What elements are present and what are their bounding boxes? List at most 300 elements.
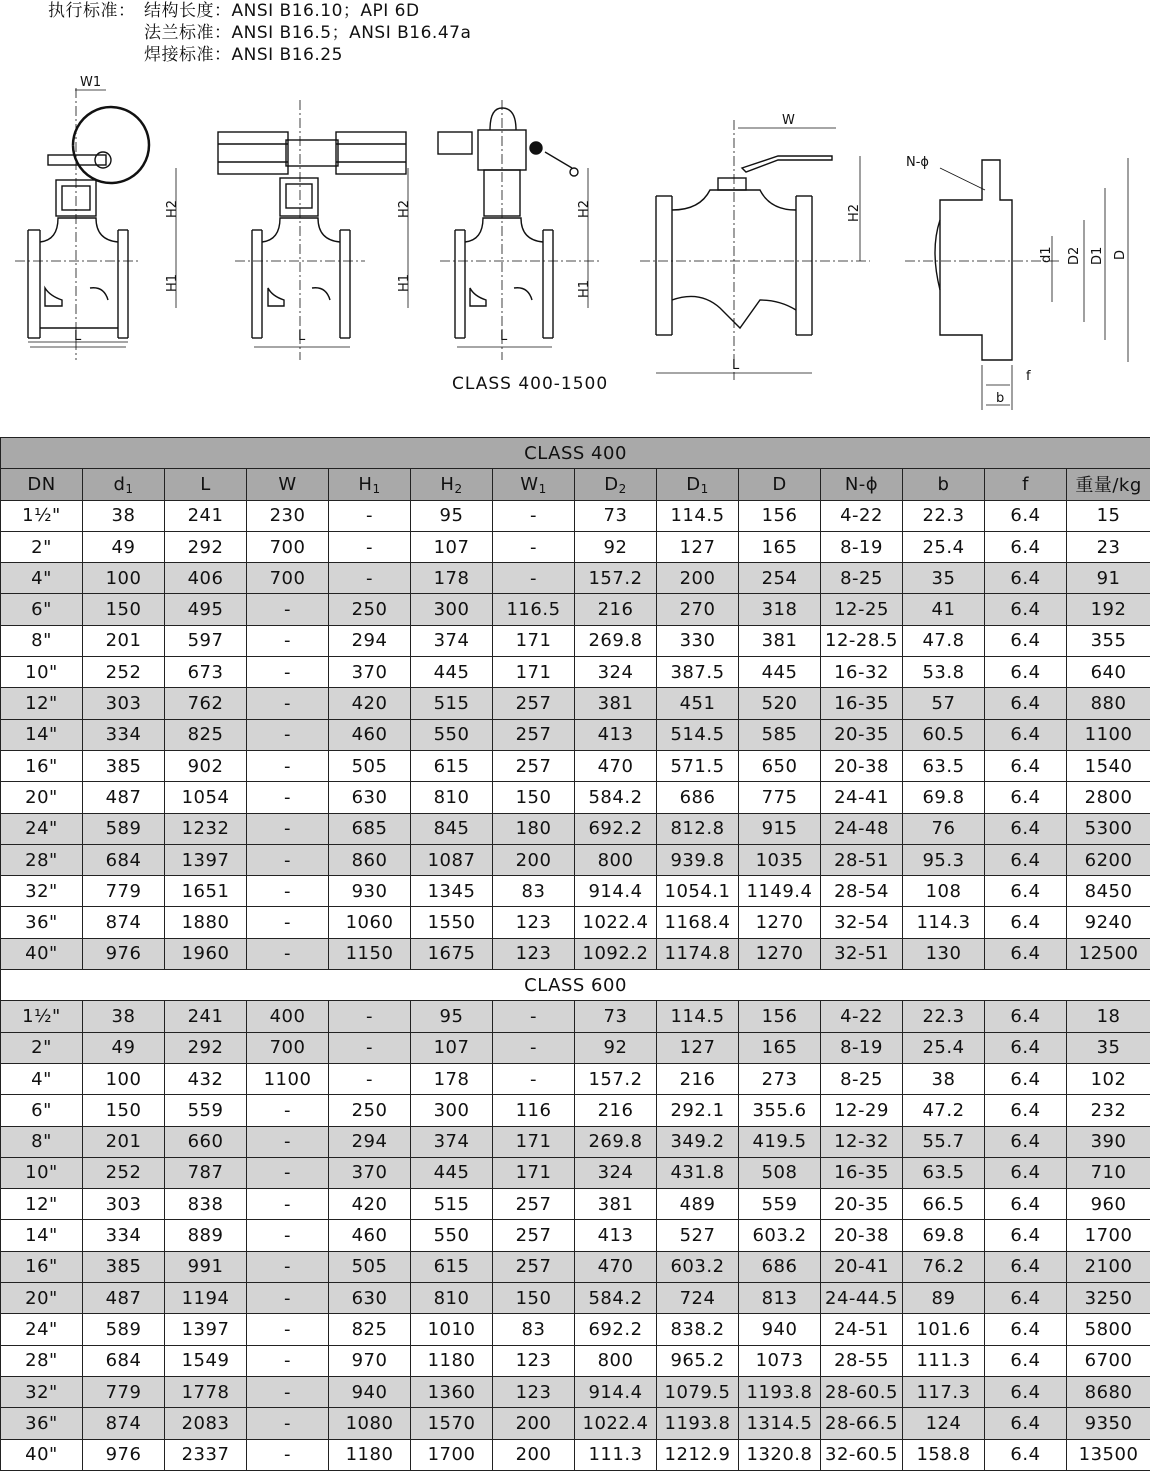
table-cell: 1010 [411,1314,493,1345]
table-cell: 960 [1067,1189,1150,1220]
section-title: CLASS 400 [1,438,1150,469]
table-row [1,782,1150,813]
column-header-main: N-ϕ [844,473,879,495]
dn-cell: 8" [1,625,83,656]
label-d2: D2 [1067,246,1082,265]
table-cell: 1087 [411,844,493,875]
table-cell: 114.5 [657,500,739,531]
label-D1: D1 [1090,246,1105,265]
table-cell: - [493,531,575,562]
table-cell: 157.2 [575,563,657,594]
table-cell: - [247,876,329,907]
table-cell: 489 [657,1189,739,1220]
valve-pneumatic [218,100,408,360]
table-row [1,844,1150,875]
table-cell: 673 [165,657,247,688]
table-cell: 92 [575,531,657,562]
table-row [1,1220,1150,1251]
table-row [1,1439,1150,1470]
table-cell: 47.2 [903,1095,985,1126]
table-cell: 241 [165,1001,247,1032]
column-header-main: f [1022,473,1029,495]
dn-cell: 20" [1,1283,83,1314]
table-row [1,625,1150,656]
table-cell: - [493,1032,575,1063]
flange-detail [905,158,1128,410]
table-cell: 292.1 [657,1095,739,1126]
table-cell: 6.4 [985,1283,1067,1314]
table-cell: 355.6 [739,1095,821,1126]
table-cell: - [247,1314,329,1345]
table-row [1,1345,1150,1376]
table-cell: 700 [247,1032,329,1063]
table-cell: 800 [575,1345,657,1376]
table-cell: 171 [493,657,575,688]
label-f: f [1026,369,1031,384]
table-cell: 355 [1067,625,1150,656]
table-cell: 6.4 [985,625,1067,656]
table-cell: 970 [329,1345,411,1376]
table-cell: 684 [83,844,165,875]
column-header-main: H [440,473,455,495]
table-cell: 116 [493,1095,575,1126]
label-d1: d1 [1039,246,1054,263]
table-cell: 49 [83,531,165,562]
column-header-sub: 1 [125,481,134,496]
table-cell: 25.4 [903,1032,985,1063]
table-cell: 940 [739,1314,821,1345]
dn-cell: 32" [1,876,83,907]
table-cell: 550 [411,1220,493,1251]
table-cell: 445 [411,657,493,688]
table-row [1,531,1150,562]
table-cell: 431.8 [657,1157,739,1188]
column-header [493,469,575,500]
label-n-phi: N-ϕ [906,155,929,170]
table-cell: 939.8 [657,844,739,875]
table-row [1,1095,1150,1126]
table-cell: 571.5 [657,750,739,781]
table-cell: 825 [165,719,247,750]
table-cell: 150 [493,782,575,813]
table-cell: - [247,750,329,781]
table-cell: 127 [657,1032,739,1063]
table-cell: 8-25 [821,563,903,594]
table-cell: 559 [165,1095,247,1126]
table-cell: 200 [493,1439,575,1470]
table-cell: 419.5 [739,1126,821,1157]
standards-block [48,0,471,66]
table-cell: 12-29 [821,1095,903,1126]
column-header-main: d [113,473,126,495]
table-row [1,657,1150,688]
table-cell: 400 [247,1001,329,1032]
table-cell: 257 [493,719,575,750]
table-cell: - [247,1220,329,1251]
table-cell: 630 [329,782,411,813]
table-cell: 124 [903,1408,985,1439]
table-cell: 53.8 [903,657,985,688]
dn-cell: 16" [1,750,83,781]
table-cell: 6.4 [985,1189,1067,1220]
table-cell: 116.5 [493,594,575,625]
table-cell: 487 [83,782,165,813]
table-cell: 1180 [329,1439,411,1470]
dn-cell: 10" [1,657,83,688]
table-cell: 684 [83,1345,165,1376]
table-row [1,1189,1150,1220]
table-cell: 257 [493,750,575,781]
table-cell: 6.4 [985,782,1067,813]
column-header [821,469,903,500]
table-cell: - [493,1063,575,1094]
table-cell: - [493,500,575,531]
table-cell: 15 [1067,500,1150,531]
table-cell: 374 [411,1126,493,1157]
table-cell: 171 [493,625,575,656]
table-cell: - [329,500,411,531]
table-cell: 584.2 [575,1283,657,1314]
column-header-main: W [520,473,539,495]
table-cell: 686 [657,782,739,813]
table-cell: 6.4 [985,1251,1067,1282]
table-cell: 965.2 [657,1345,739,1376]
table-cell: 150 [83,594,165,625]
table-cell: 603.2 [657,1251,739,1282]
table-cell: 640 [1067,657,1150,688]
table-cell: 16-35 [821,688,903,719]
standard-value: 焊接标准：ANSI B16.25 [144,45,343,65]
column-header-main: D [772,473,787,495]
column-header-main: H [358,473,373,495]
table-cell: 123 [493,938,575,969]
table-cell: - [329,1001,411,1032]
table-cell: 940 [329,1376,411,1407]
table-cell: 32-60.5 [821,1439,903,1470]
dn-cell: 12" [1,1189,83,1220]
dn-cell: 24" [1,813,83,844]
table-cell: 800 [575,844,657,875]
label-h2: H2 [847,203,862,222]
table-cell: 73 [575,500,657,531]
table-cell: 171 [493,1126,575,1157]
column-header [411,469,493,500]
table-cell: 520 [739,688,821,719]
table-cell: 178 [411,1063,493,1094]
table-cell: 1060 [329,907,411,938]
table-cell: 300 [411,1095,493,1126]
dn-cell: 8" [1,1126,83,1157]
table-cell: 165 [739,531,821,562]
dn-cell: 36" [1,1408,83,1439]
table-cell: 1022.4 [575,907,657,938]
table-cell: 487 [83,1283,165,1314]
table-cell: 16-32 [821,657,903,688]
table-cell: - [247,1283,329,1314]
standard-label: 执行标准： [48,1,136,21]
table-cell: 49 [83,1032,165,1063]
table-cell: 216 [575,1095,657,1126]
table-cell: - [247,1345,329,1376]
table-cell: 838.2 [657,1314,739,1345]
table-cell: 20-38 [821,750,903,781]
dn-cell: 10" [1,1157,83,1188]
table-cell: 813 [739,1283,821,1314]
table-cell: - [247,657,329,688]
label-h2: H2 [577,199,592,218]
label-b: b [996,391,1005,406]
table-cell: 775 [739,782,821,813]
table-cell: 559 [739,1189,821,1220]
table-cell: 381 [575,688,657,719]
table-cell: 8-19 [821,1032,903,1063]
column-header [985,469,1067,500]
table-cell: 6.4 [985,1063,1067,1094]
table-cell: 385 [83,750,165,781]
table-row [1,750,1150,781]
column-header-main: DN [27,473,56,495]
table-cell: - [247,1251,329,1282]
table-cell: 1700 [411,1439,493,1470]
valve-lever [640,120,870,380]
table-cell: - [329,563,411,594]
table-cell: 269.8 [575,625,657,656]
table-cell: 460 [329,1220,411,1251]
table-cell: 257 [493,688,575,719]
table-cell: 1880 [165,907,247,938]
table-cell: 1314.5 [739,1408,821,1439]
table-cell: 1174.8 [657,938,739,969]
table-cell: 495 [165,594,247,625]
column-header [165,469,247,500]
table-cell: - [247,907,329,938]
table-cell: 838 [165,1189,247,1220]
table-cell: 686 [739,1251,821,1282]
table-cell: 6.4 [985,907,1067,938]
table-cell: 32-54 [821,907,903,938]
table-cell: - [247,1095,329,1126]
column-header [1067,469,1150,500]
table-cell: 420 [329,1189,411,1220]
table-cell: 1960 [165,938,247,969]
table-cell: 915 [739,813,821,844]
table-cell: 1360 [411,1376,493,1407]
table-cell: 8450 [1067,876,1150,907]
dn-cell: 32" [1,1376,83,1407]
table-cell: 8-25 [821,1063,903,1094]
dn-cell: 4" [1,563,83,594]
table-cell: 902 [165,750,247,781]
table-cell: 9240 [1067,907,1150,938]
table-cell: 6.4 [985,657,1067,688]
table-cell: 470 [575,1251,657,1282]
table-cell: 685 [329,813,411,844]
table-cell: 515 [411,688,493,719]
table-cell: 6.4 [985,1032,1067,1063]
dn-cell: 6" [1,594,83,625]
dn-cell: 2" [1,531,83,562]
table-cell: 787 [165,1157,247,1188]
header-row [1,469,1150,500]
table-cell: 47.8 [903,625,985,656]
table-row [1,938,1150,969]
table-cell: 83 [493,876,575,907]
table-cell: 445 [411,1157,493,1188]
table-cell: - [493,563,575,594]
table-cell: 385 [83,1251,165,1282]
table-cell: 12500 [1067,938,1150,969]
table-cell: 254 [739,563,821,594]
table-cell: 874 [83,907,165,938]
table-cell: 4-22 [821,1001,903,1032]
table-cell: 16-35 [821,1157,903,1188]
table-cell: 413 [575,1220,657,1251]
table-cell: - [247,1126,329,1157]
table-cell: 89 [903,1283,985,1314]
table-cell: 178 [411,563,493,594]
table-cell: 630 [329,1283,411,1314]
table-cell: 157.2 [575,1063,657,1094]
table-cell: 201 [83,1126,165,1157]
table-cell: 300 [411,594,493,625]
label-D: D [1113,249,1128,260]
label-l: L [732,358,740,373]
table-cell: 8680 [1067,1376,1150,1407]
label-w1: W1 [80,75,102,90]
table-cell: 32-51 [821,938,903,969]
table-cell: 692.2 [575,1314,657,1345]
table-cell: - [247,1376,329,1407]
table-cell: 589 [83,813,165,844]
table-cell: 1397 [165,844,247,875]
table-cell: 1550 [411,907,493,938]
table-cell: 6.4 [985,719,1067,750]
table-cell: - [247,1408,329,1439]
table-cell: 22.3 [903,1001,985,1032]
table-cell: 1345 [411,876,493,907]
table-cell: 91 [1067,563,1150,594]
table-cell: 28-54 [821,876,903,907]
table-cell: 269.8 [575,1126,657,1157]
column-header [247,469,329,500]
section-title-row [1,438,1150,469]
table-cell: 1054.1 [657,876,739,907]
table-cell: 303 [83,1189,165,1220]
table-cell: 527 [657,1220,739,1251]
dn-cell: 12" [1,688,83,719]
table-cell: 69.8 [903,1220,985,1251]
table-cell: 6200 [1067,844,1150,875]
spec-table-body [1,438,1150,1471]
table-cell: - [247,938,329,969]
table-cell: 23 [1067,531,1150,562]
table-cell: 292 [165,531,247,562]
table-cell: 41 [903,594,985,625]
table-cell: 28-51 [821,844,903,875]
label-h1: H1 [165,273,180,292]
table-cell: 6.4 [985,1001,1067,1032]
table-cell: 22.3 [903,500,985,531]
table-cell: - [247,1189,329,1220]
table-cell: 257 [493,1220,575,1251]
table-cell: 349.2 [657,1126,739,1157]
table-cell: 38 [903,1063,985,1094]
table-cell: 930 [329,876,411,907]
table-cell: 114.3 [903,907,985,938]
valve-gear-operated [15,88,176,360]
table-cell: 200 [657,563,739,594]
table-row [1,500,1150,531]
table-cell: 880 [1067,688,1150,719]
table-cell: 63.5 [903,750,985,781]
table-cell: 390 [1067,1126,1150,1157]
table-cell: 762 [165,688,247,719]
table-cell: 76 [903,813,985,844]
table-cell: 8-19 [821,531,903,562]
table-cell: 6.4 [985,1408,1067,1439]
table-cell: 615 [411,1251,493,1282]
table-cell: 24-41 [821,782,903,813]
table-cell: 24-44.5 [821,1283,903,1314]
table-cell: 6.4 [985,844,1067,875]
table-cell: 1778 [165,1376,247,1407]
valve-electric [438,100,600,360]
column-header-main: D [604,473,619,495]
table-cell: - [247,688,329,719]
table-cell: 1193.8 [657,1408,739,1439]
table-cell: 381 [575,1189,657,1220]
table-cell: 700 [247,563,329,594]
table-cell: 370 [329,657,411,688]
table-cell: 18 [1067,1001,1150,1032]
table-cell: 6.4 [985,1126,1067,1157]
table-cell: 420 [329,688,411,719]
table-cell: 107 [411,531,493,562]
table-cell: 779 [83,876,165,907]
table-cell: 57 [903,688,985,719]
table-cell: 976 [83,938,165,969]
table-cell: 1700 [1067,1220,1150,1251]
table-cell: 318 [739,594,821,625]
dn-cell: 40" [1,938,83,969]
table-cell: 1270 [739,938,821,969]
label-h1: H1 [397,273,412,292]
table-cell: 914.4 [575,876,657,907]
table-cell: 1100 [1067,719,1150,750]
table-cell: 508 [739,1157,821,1188]
standard-line-1 [48,0,471,22]
table-row [1,1157,1150,1188]
dn-cell: 14" [1,1220,83,1251]
table-cell: 241 [165,500,247,531]
table-cell: 1397 [165,1314,247,1345]
table-cell: 6.4 [985,1345,1067,1376]
table-cell: 6.4 [985,1314,1067,1345]
table-row [1,1314,1150,1345]
table-cell: 95.3 [903,844,985,875]
table-cell: 860 [329,844,411,875]
table-row [1,1251,1150,1282]
label-l: L [500,329,508,344]
table-cell: 413 [575,719,657,750]
table-cell: 270 [657,594,739,625]
table-cell: 24-48 [821,813,903,844]
table-cell: 470 [575,750,657,781]
table-cell: 1549 [165,1345,247,1376]
table-cell: 20-35 [821,719,903,750]
section-title-row [1,970,1150,1001]
table-cell: 24-51 [821,1314,903,1345]
